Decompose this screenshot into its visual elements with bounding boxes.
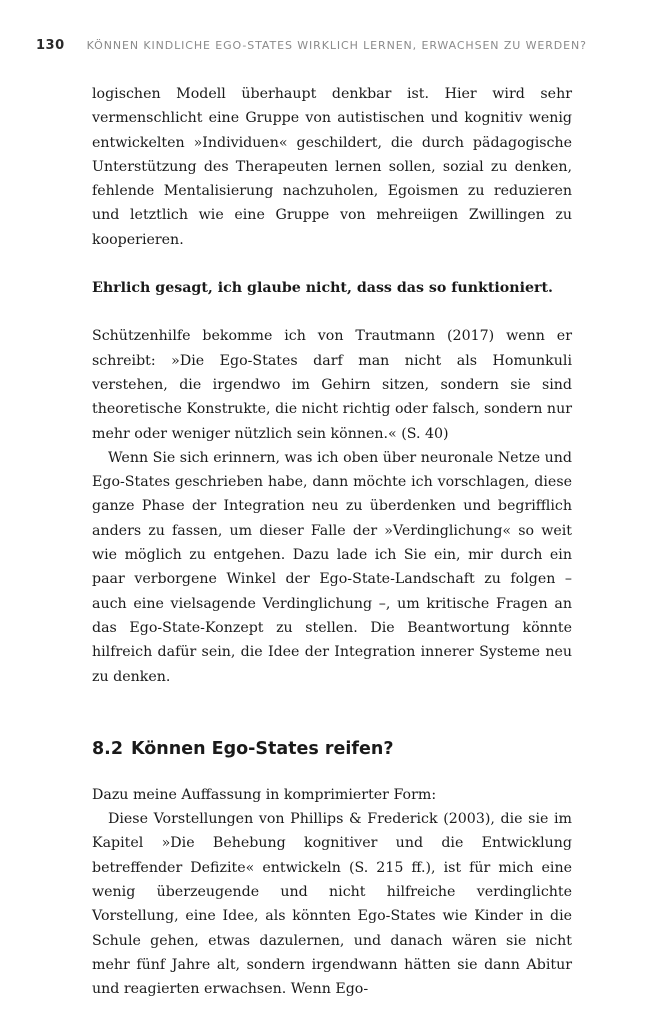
paragraph-phillips-frederick: Diese Vorstellungen von Phillips & Frederick (2003), die sie im Kapitel »Die Behebung kognitiver und die Entwicklung betreffender Defizite« entwickeln (S. 215 ff.), ist für mich eine wenig überzeugende und nicht hilfreiche verdinglichte Vorstellung, eine Idee, als könnten Ego-States wie Kinder in die Schule gehen, etwas dazulernen, und danach wären sie nicht mehr fünf Jahre alt, sondern irgendwann hätten sie dann Abitur und reagierten erwachsen. Wenn Ego-	[92, 811, 572, 998]
body-text	[92, 82, 572, 1002]
page-number: 130	[36, 38, 65, 53]
running-title: KÖNNEN KINDLICHE EGO-STATES WIRKLICH LERNEN, ERWACHSEN ZU WERDEN?	[86, 39, 587, 52]
paragraph-integration: Wenn Sie sich erinnern, was ich oben über neuronale Netze und Ego-States geschrieben habe, dann möchte ich vorschlagen, diese ganze Phase der Integration neu zu überdenken und begrifflich anders zu fassen, um dieser Falle der »Verdinglichung« so weit wie möglich zu entgehen. Dazu lade ich Sie ein, mir durch ein paar verborgene Winkel der Ego-State-Landschaft zu folgen – auch eine vielsagende Verdinglichung –, um kritische Fragen an das Ego-State-Konzept zu stellen. Die Beantwortung könnte hilfreich dafür sein, die Idee der Integration innerer Systeme neu zu denken.	[92, 449, 572, 685]
running-head	[36, 34, 616, 54]
section-title: Können Ego-States reifen?	[131, 738, 394, 759]
section-heading	[92, 737, 572, 761]
emphasis-statement: Ehrlich gesagt, ich glaube nicht, dass das so funktioniert.	[92, 280, 553, 297]
paragraph-continuation: logischen Modell überhaupt denkbar ist. Hier wird sehr vermenschlicht eine Gruppe von autistischen und kognitiv wenig entwickelten »Individuen« geschildert, die durch pädagogische Unterstützung des Therapeuten lernen sollen, sozial zu denken, fehlende Mentalisierung nachzuholen, Egoismen zu reduzieren und letztlich wie eine Gruppe von mehreiigen Zwillingen zu kooperieren.	[92, 86, 572, 248]
section-number: 8.2	[92, 738, 124, 759]
paragraph-intro: Dazu meine Auffassung in komprimierter Form:	[92, 786, 437, 803]
paragraph-trautmann-quote: Schützenhilfe bekomme ich von Trautmann (2017) wenn er schreibt: »Die Ego-States darf man nicht als Homunkuli verstehen, die irgendwo im Gehirn sitzen, sondern sie sind theoretische Konstrukte, die nicht richtig oder falsch, sondern nur mehr oder weniger nützlich sein können.« (S. 40)	[92, 328, 572, 442]
